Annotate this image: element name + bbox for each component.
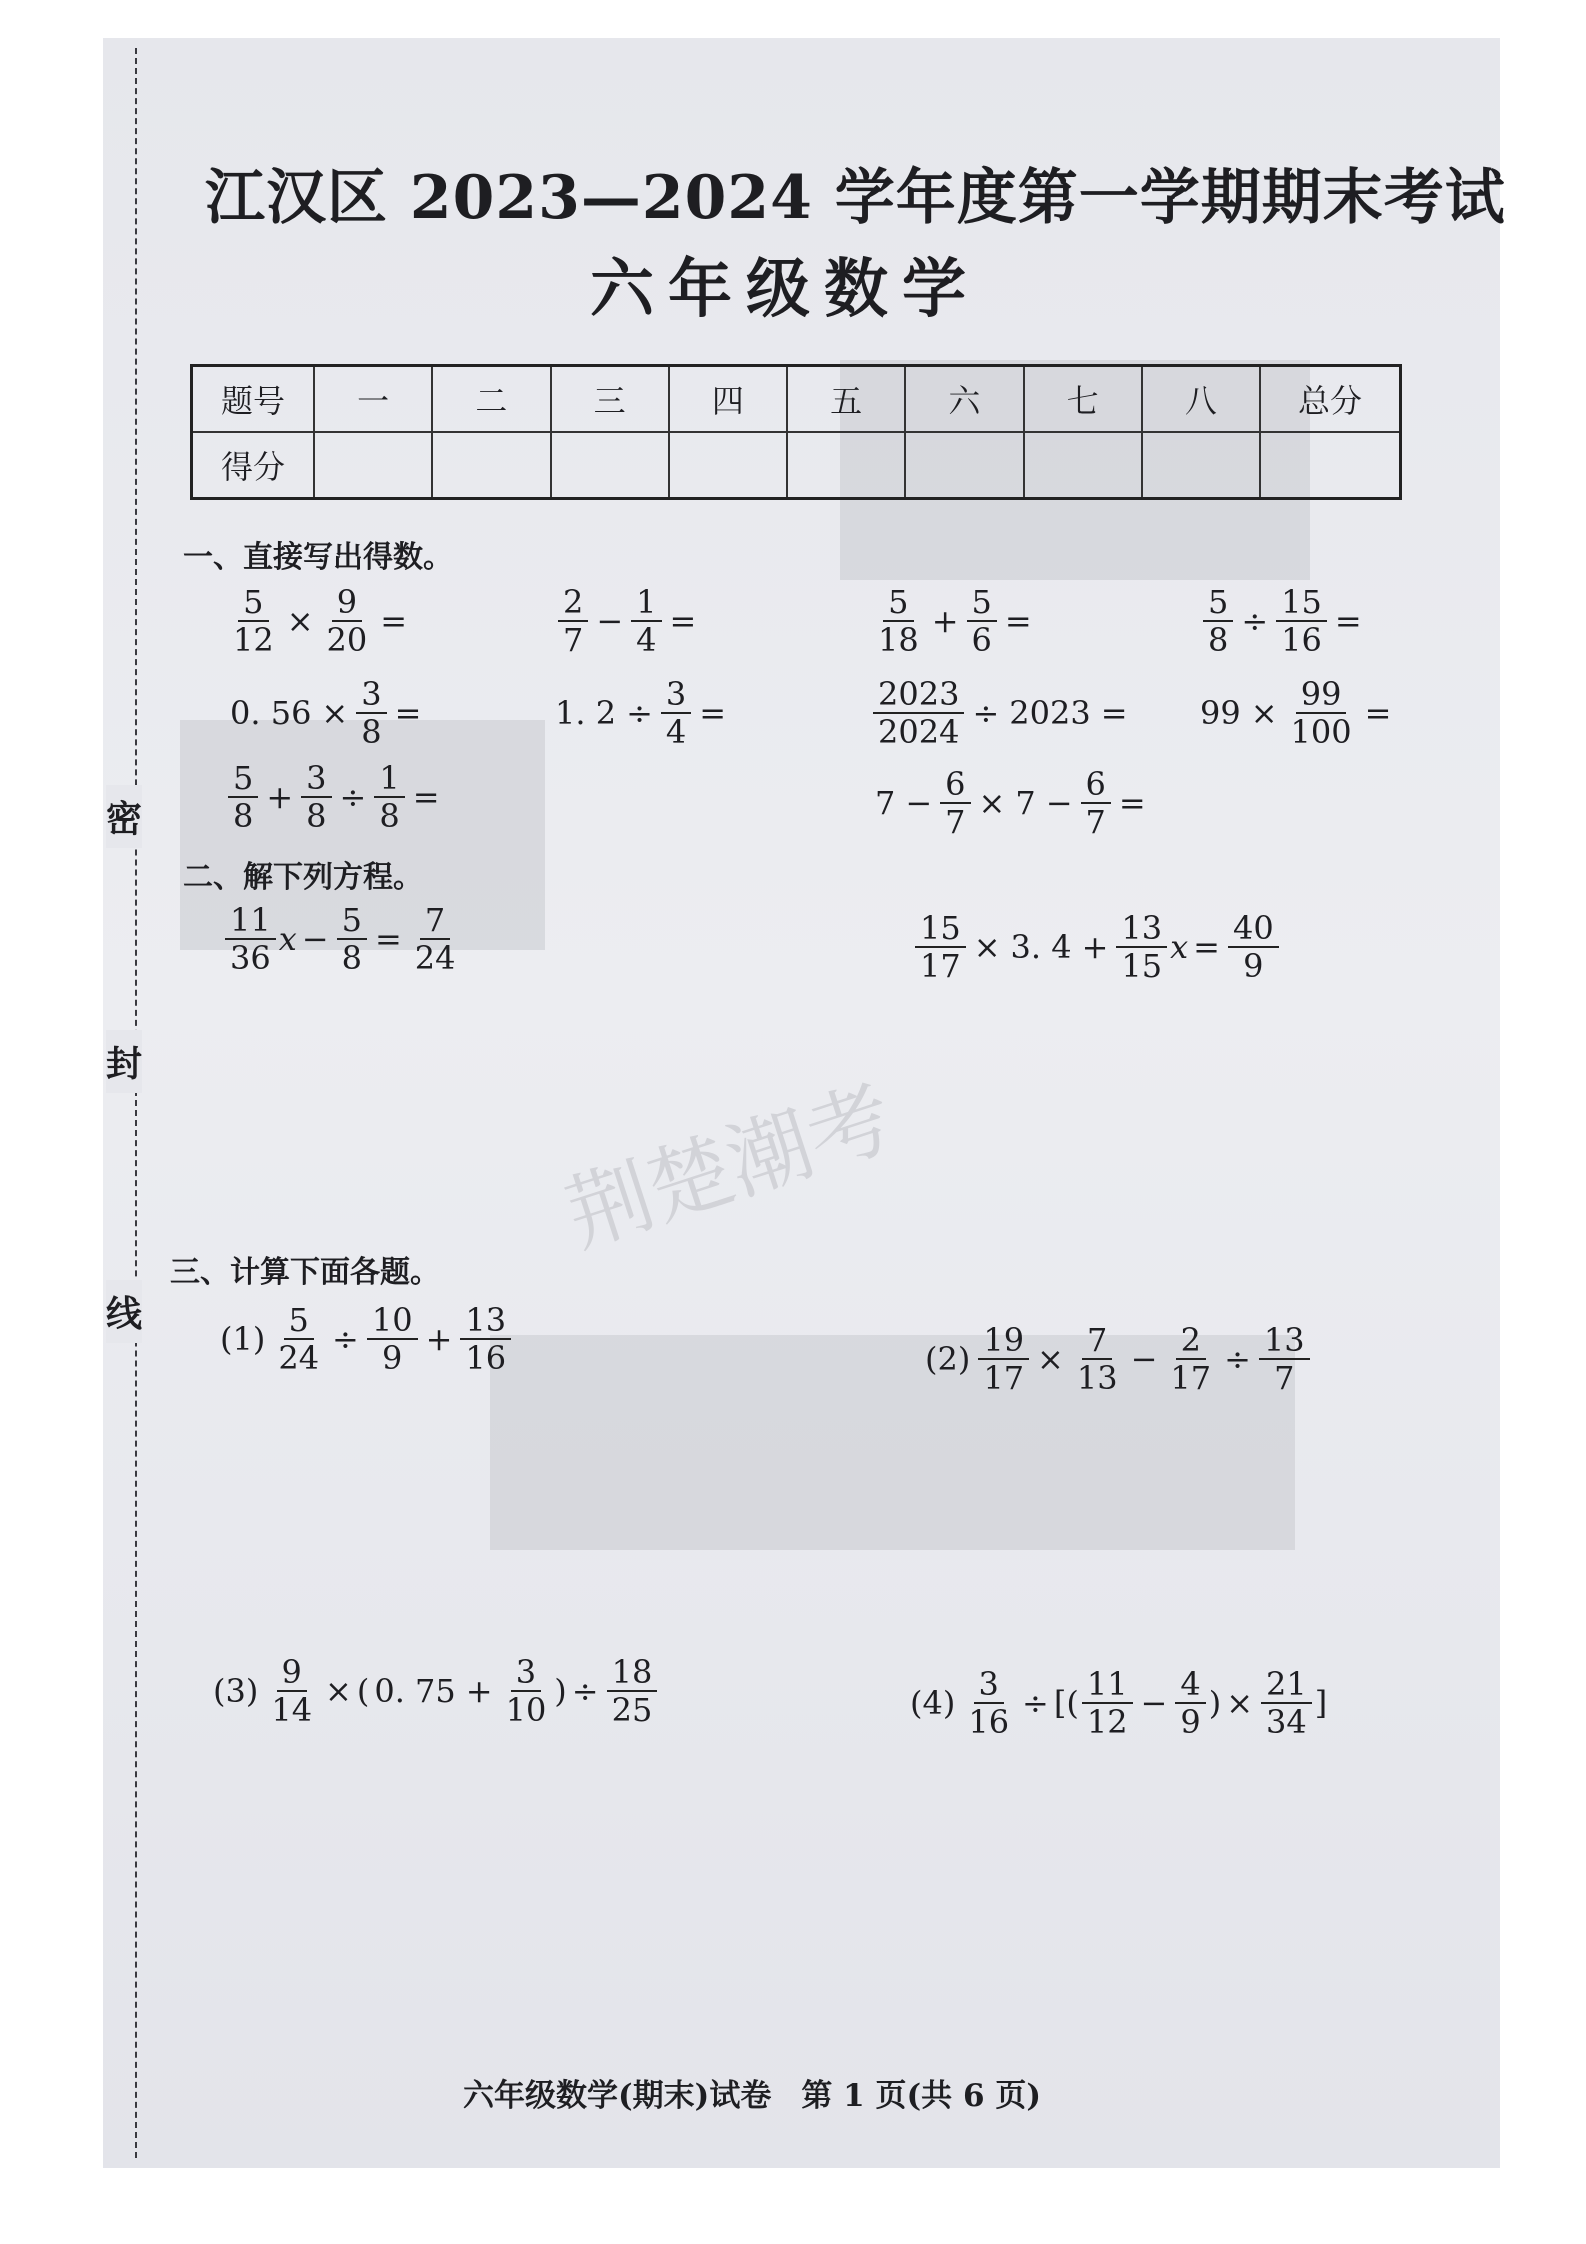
col-total: 总分 bbox=[1260, 366, 1401, 433]
score-cell[interactable] bbox=[551, 432, 669, 499]
equation-2: $\frac{15}{17}$ × 3. 4 + $\frac{13}{15}$ x = $\frac{40}{9}$ bbox=[912, 910, 1282, 984]
page-footer bbox=[463, 2070, 1071, 2115]
col-5: 五 bbox=[787, 366, 905, 433]
item-q1: $\frac{5}{12}$ × $\frac{9}{20}$ = bbox=[233, 583, 408, 659]
item-q3: $\frac{5}{18}$ + $\frac{5}{6}$ = bbox=[878, 583, 1032, 659]
col-1: 一 bbox=[314, 366, 432, 433]
section-2-heading: 二、解下列方程。 bbox=[183, 860, 423, 895]
equation-1: $\frac{11}{36}$ x − $\frac{5}{8}$ = $\frac{7}{24}$ bbox=[222, 902, 463, 976]
seal-line bbox=[135, 48, 137, 2158]
score-table bbox=[190, 364, 1402, 500]
col-8: 八 bbox=[1142, 366, 1260, 433]
exam-subject: 六年级数学 bbox=[590, 252, 980, 327]
seal-char-feng: 封 bbox=[106, 1030, 142, 1093]
score-cell[interactable] bbox=[905, 432, 1023, 499]
problem-2: (2) $\frac{19}{17}$ × $\frac{7}{13}$ − $\frac{2}{17}$ ÷ $\frac{13}{7}$ bbox=[920, 1322, 1313, 1396]
col-4: 四 bbox=[669, 366, 787, 433]
item-q10: 7 − $\frac{6}{7}$ × 7 − $\frac{6}{7}$ = bbox=[875, 765, 1146, 841]
footer-exam-name: 六年级数学(期末)试卷 bbox=[463, 2078, 772, 2114]
score-cell[interactable] bbox=[1142, 432, 1260, 499]
seal-char-mi: 密 bbox=[106, 785, 142, 848]
section-1-heading: 一、直接写出得数。 bbox=[183, 540, 453, 575]
watermark: 荆楚潮考 bbox=[555, 1068, 905, 1266]
item-q8: 99 × $\frac{99}{100}$ = bbox=[1200, 675, 1392, 751]
problem-1: (1) $\frac{5}{24}$ ÷ $\frac{10}{9}$ + $\frac{13}{16}$ bbox=[215, 1302, 514, 1376]
score-table-score-row bbox=[192, 432, 1401, 499]
col-7: 七 bbox=[1024, 366, 1142, 433]
score-cell[interactable] bbox=[1260, 432, 1401, 499]
col-6: 六 bbox=[905, 366, 1023, 433]
score-cell[interactable] bbox=[669, 432, 787, 499]
item-q2: $\frac{2}{7}$ − $\frac{1}{4}$ = bbox=[555, 584, 701, 658]
score-cell[interactable] bbox=[432, 432, 550, 499]
score-table-header-row bbox=[192, 366, 1401, 433]
exam-title: 江汉区 2023—2024 学年度第一学期期末考试 bbox=[205, 163, 1506, 233]
item-q6: 1. 2 ÷ $\frac{3}{4}$ = bbox=[555, 675, 727, 751]
col-2: 二 bbox=[432, 366, 550, 433]
score-label: 得分 bbox=[192, 432, 315, 499]
item-q9: $\frac{5}{8}$ + $\frac{3}{8}$ ÷ $\frac{1}{8}$ = bbox=[225, 760, 445, 834]
problem-3: (3) $\frac{9}{14}$ × ( 0. 75 + $\frac{3}{10}$ ) ÷ $\frac{18}{25}$ bbox=[208, 1654, 660, 1728]
item-q7: $\frac{2023}{2024}$ ÷ 2023 = bbox=[870, 676, 1133, 750]
footer-page-number: 第 1 页(共 6 页) bbox=[801, 2078, 1041, 2114]
header-label: 题号 bbox=[192, 366, 315, 433]
score-cell[interactable] bbox=[787, 432, 905, 499]
score-cell[interactable] bbox=[314, 432, 432, 499]
seal-char-xian: 线 bbox=[106, 1280, 142, 1343]
col-3: 三 bbox=[551, 366, 669, 433]
score-cell[interactable] bbox=[1024, 432, 1142, 499]
problem-4: (4) $\frac{3}{16}$ ÷ [ ( $\frac{11}{12}$ − $\frac{4}{9}$ ) × $\frac{21}{34}$ ] bbox=[910, 1665, 1328, 1741]
section-3-heading: 三、计算下面各题。 bbox=[170, 1255, 440, 1290]
item-q5: 0. 56 × $\frac{3}{8}$ = bbox=[230, 675, 422, 751]
item-q4: $\frac{5}{8}$ ÷ $\frac{15}{16}$ = bbox=[1200, 584, 1367, 658]
